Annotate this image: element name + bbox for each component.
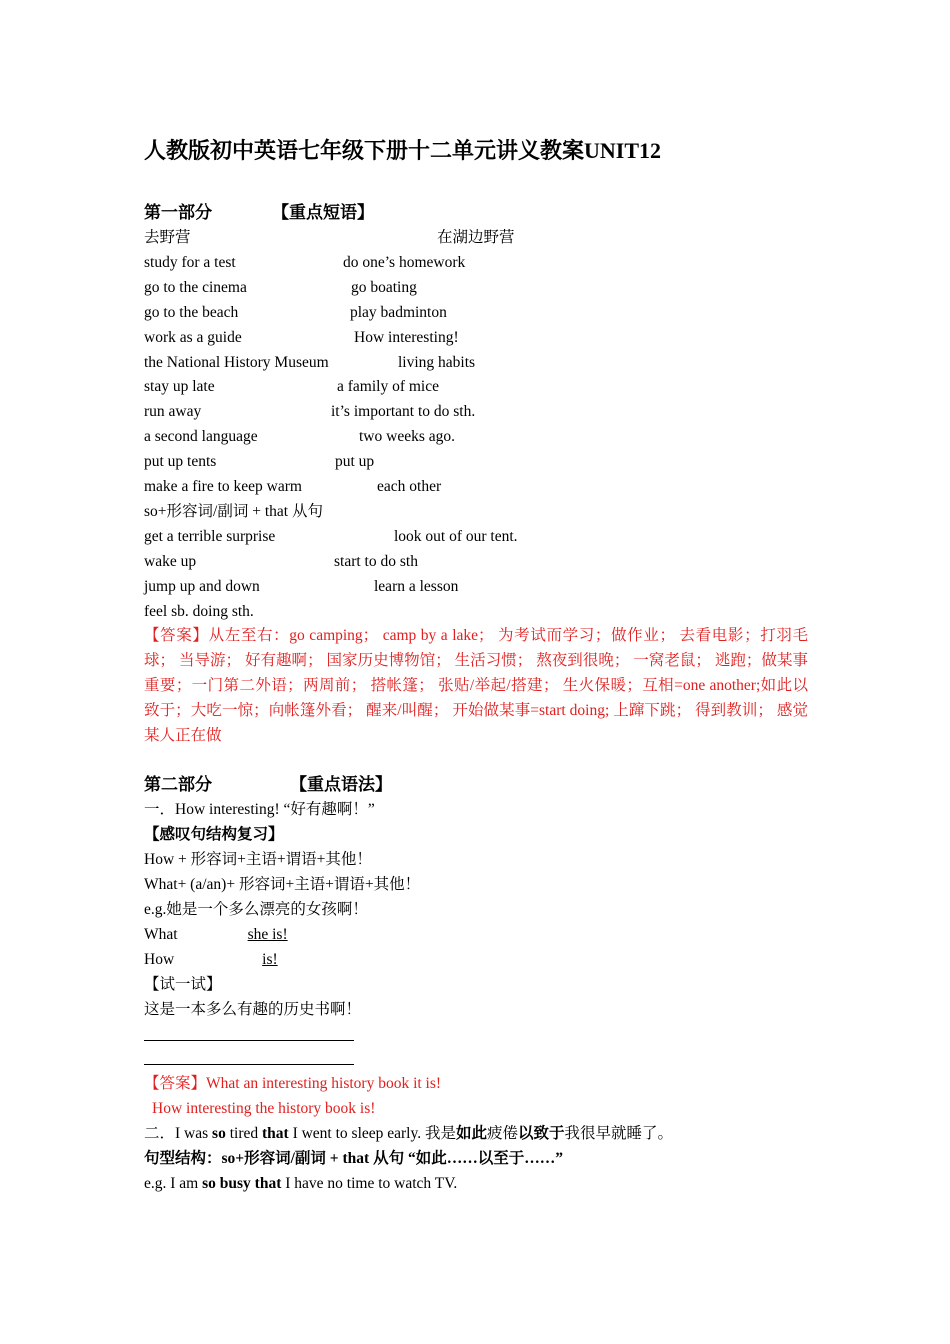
try-answer-what: What an interesting history book it is! — [206, 1075, 442, 1092]
try-answer-how: How interesting the history book is! — [152, 1100, 376, 1117]
eg2-bold: so busy that — [202, 1175, 282, 1192]
pattern-what: What+ (a/an)+ 形容词+主语+谓语+其他！ — [144, 876, 421, 893]
how-prefix: How — [144, 951, 175, 968]
phrase-left: jump up and down — [144, 577, 260, 595]
phrase-left: 去野营 — [144, 229, 191, 246]
phrase-right: 在湖边野营 — [437, 229, 515, 246]
phrase-right: living habits — [398, 353, 476, 371]
try-heading: 【试一试】 — [144, 976, 222, 993]
part1-answer: 【答案】从左至右：go camping； camp by a lake； 为考试而学习；做作业； 去看电影；打羽毛球； 当导游； 好有趣啊； 国家历史博物馆； 生活习惯； 熬夜到很晚； 一窝老鼠； 逃跑；做某事重要；一门第二外语；两周前； 搭帐篷； 张贴/举起/搭建； 生火保暖；互相=one another;如此以致于；大吃一惊；向帐篷外看； 醒来/叫醒； 开始做某事=start doing; 上蹿下跳； 得到教训； 感觉某人正在做 — [144, 627, 808, 744]
part1-heading — [144, 203, 212, 223]
try-answer-label: 【答案】 — [144, 1075, 207, 1092]
phrase-right: play badminton — [350, 303, 447, 321]
try-answer-line1 — [144, 1074, 441, 1094]
item2-that: that — [261, 1125, 289, 1142]
phrase-right: look out of our tent. — [394, 527, 518, 545]
item2-prefix: 二．I was — [144, 1125, 213, 1142]
part1-heading-label: 第一部分 — [144, 203, 212, 222]
example-sentence: e.g.她是一个多么漂亮的女孩啊！ — [144, 901, 368, 918]
phrase-right: each other — [377, 478, 442, 495]
phrase-left: put up tents — [144, 453, 217, 471]
what-suffix: she is! — [247, 926, 288, 943]
what-prefix: What — [144, 926, 178, 943]
phrase-left: wake up — [144, 552, 197, 570]
exclamation-heading: 【感叹句结构复习】 — [144, 826, 284, 843]
phrase-left: a second language — [144, 428, 258, 446]
phrase-left: get a terrible surprise — [144, 527, 276, 545]
phrase-right: go boating — [351, 278, 417, 296]
phrase-right: it’s important to do sth. — [331, 403, 476, 421]
pattern-how: How + 形容词+主语+谓语+其他！ — [144, 851, 372, 868]
item2-so: so — [212, 1125, 226, 1142]
answer-blank-line-2[interactable] — [144, 1064, 354, 1065]
document-title: 人教版初中英语七年级下册十二单元讲义教案UNIT12 — [144, 138, 662, 163]
eg2-tail: I have no time to watch TV. — [281, 1175, 458, 1192]
eg2-prefix: e.g. I am — [144, 1175, 203, 1192]
item2-mid3: 疲倦 — [487, 1125, 519, 1142]
example2-sentence — [144, 1174, 457, 1194]
phrase-right: learn a lesson — [374, 577, 459, 595]
item2-tail: 我很早就睡了。 — [564, 1125, 674, 1142]
phrase-left: work as a guide — [144, 328, 242, 346]
item2-ruci: 如此 — [455, 1125, 487, 1142]
phrase-left: the National History Museum — [144, 353, 329, 371]
phrase-left: feel sb. doing sth. — [144, 602, 254, 620]
phrase-left: make a fire to keep warm — [144, 478, 302, 495]
phrase-right: do one’s homework — [343, 253, 466, 271]
phrase-right: two weeks ago. — [359, 428, 455, 446]
structure-line: 句型结构：so+形容词/副词 + that 从句 “如此……以至于……” — [144, 1150, 563, 1167]
phrase-left: go to the cinema — [144, 278, 247, 296]
what-fill-line — [144, 925, 288, 945]
item2-yizhi: 以致于 — [518, 1125, 565, 1142]
item2-mid2: I went to sleep early. 我是 — [288, 1125, 456, 1142]
what-blank[interactable] — [178, 926, 288, 943]
phrase-right: How interesting! — [354, 328, 459, 346]
phrase-right: put up — [335, 453, 375, 471]
item1-text: 一．How interesting! “好有趣啊！” — [144, 801, 375, 818]
phrase-left: study for a test — [144, 253, 236, 271]
how-blank[interactable] — [174, 951, 278, 968]
phrase-right: start to do sth — [334, 552, 418, 570]
how-suffix: is! — [262, 951, 278, 968]
part1-tag: 【重点短语】 — [272, 203, 374, 222]
try-text: 这是一本多么有趣的历史书啊！ — [144, 1001, 362, 1018]
phrase-left: run away — [144, 403, 202, 421]
phrase-left: stay up late — [144, 378, 215, 396]
phrase-right: a family of mice — [337, 378, 439, 396]
phrase-left: go to the beach — [144, 303, 239, 321]
answer-blank-line-1[interactable] — [144, 1040, 354, 1041]
phrase-left: so+形容词/副词 + that 从句 — [144, 502, 323, 520]
item2-mid1: tired — [225, 1125, 262, 1142]
part2-tag: 【重点语法】 — [290, 775, 392, 794]
item2-sentence — [144, 1124, 673, 1144]
part2-heading: 第二部分 — [144, 775, 212, 794]
how-fill-line — [144, 950, 278, 970]
